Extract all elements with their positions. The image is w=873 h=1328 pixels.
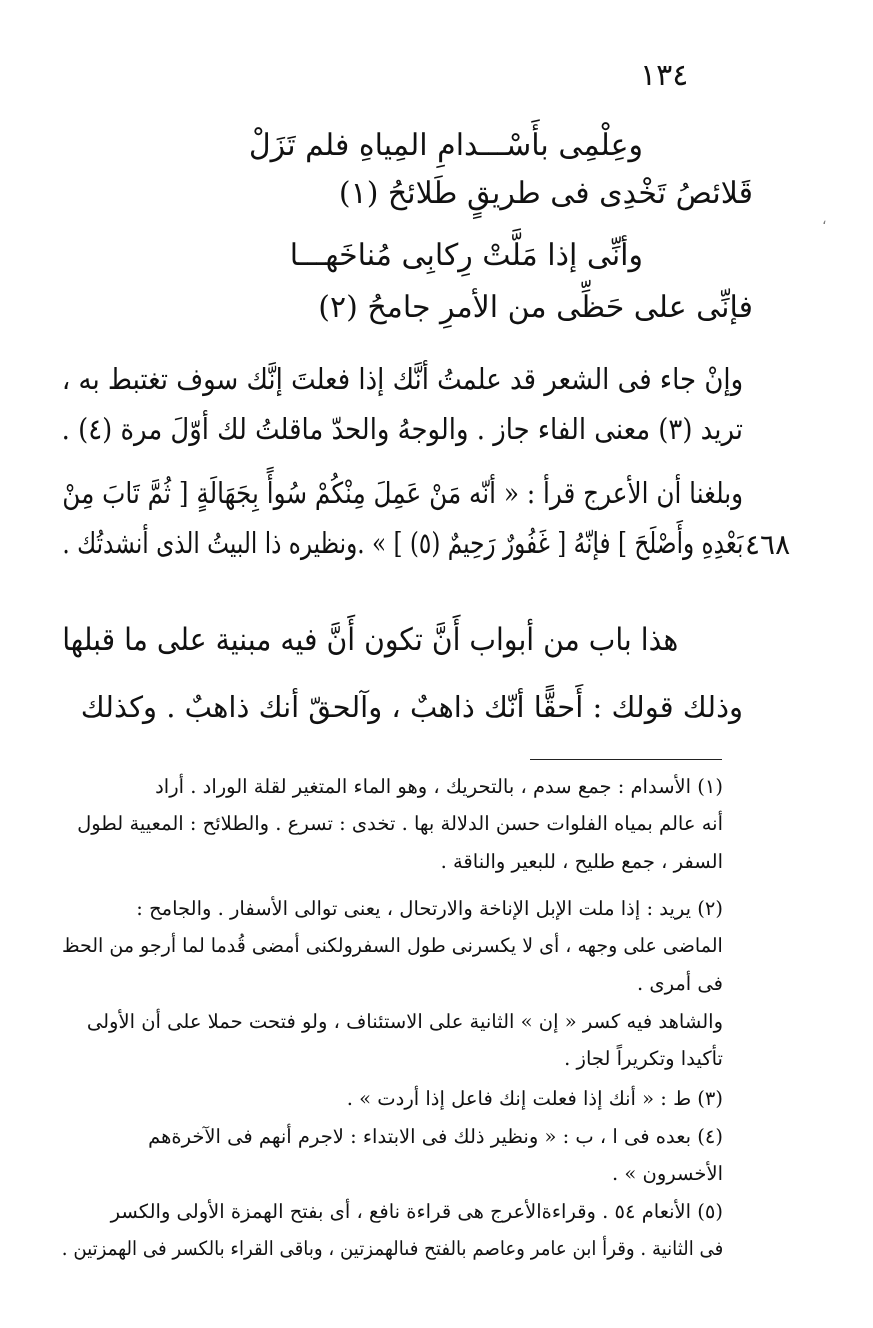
- verse-line-1: وعِلْمِى بأَسْـــدامِ المِياهِ فلم تَزَلْ: [248, 128, 643, 163]
- footnote-line: (٢) يريد : إذا ملت الإبل الإناخة والارتحال ، يعنى توالى الأسفار . والجامح :: [136, 897, 723, 920]
- body-line-1: وإنْ جاء فى الشعر قد علمتُ أنَّك إذا فعلتَ إنَّك سوف تغتبط به ،: [61, 362, 743, 396]
- footnote-line: (١) الأسدام : جمع سدم ، بالتحريك ، وهو الماء المتغير لقلة الوراد . أراد: [155, 775, 723, 798]
- verse-line-3: وأنِّى إذا مَلَّتْ رِكابِى مُناخَهـــا: [289, 238, 643, 273]
- footnote-line: تأكيدا وتكريراً لجاز .: [564, 1047, 723, 1070]
- verse-line-2: قَلائصُ تَخْدِى فى طريقٍ طَلائحُ (١): [338, 176, 753, 211]
- heading-follow-line: وذلك قولك : أَحقًّا أنّك ذاهبٌ ، وآلحقّ أنك ذاهبٌ . وكذلك: [80, 690, 743, 724]
- body-line-3: وبلغنا أن الأعرج قرأ : « أنّه مَنْ عَمِلَ مِنْكُمْ سُوأً بِجَهَالَةٍ [ ثُمَّ تَابَ مِنْ: [62, 476, 743, 510]
- footnote-line: (٥) الأنعام ٥٤ . وقراءةالأعرج هى قراءة نافع ، أى بفتح الهمزة الأولى والكسر: [110, 1200, 723, 1223]
- footnote-line: فى أمرى .: [636, 972, 723, 995]
- page-number: ١٣٤: [640, 58, 689, 93]
- footnote-line: فى الثانية . وقرأ ابن عامر وعاصم بالفتح فىالهمزتين ، وباقى القراء بالكسر فى الهمزتين .: [61, 1237, 723, 1260]
- footnote-line: الأخسرون » .: [611, 1162, 723, 1185]
- margin-number: ٤٦٨: [745, 528, 791, 561]
- footnote-line: (٣) ط : « أنك إذا فعلت إنك فاعل إذا أردت » .: [346, 1087, 723, 1110]
- chapter-heading: هذا باب من أبواب أَنَّ تكون أَنَّ فيه مبنية على ما قبلها: [61, 622, 678, 658]
- footnote-line: والشاهد فيه كسر « إن » الثانية على الاستئناف ، ولو فتحت حملا على أن الأولى: [86, 1010, 723, 1033]
- footnote-line: (٤) بعده فى ا ، ب : « ونظير ذلك فى الابتداء : لاجرم أنهم فى الآخرةهم: [148, 1125, 723, 1148]
- body-line-2: تريد (٣) معنى الفاء جاز . والوجهُ والحدّ ماقلتُ لك أوّلَ مرة (٤) .: [61, 412, 743, 446]
- footnote-line: السفر ، جمع طليح ، للبعير والناقة .: [440, 850, 723, 873]
- verse-line-4: فإنِّى على حَظِّى من الأمرِ جامحُ (٢): [318, 290, 753, 325]
- margin-speck: ،: [822, 212, 827, 228]
- footnote-line: أنه عالم بمياه الفلوات حسن الدلالة بها . تخدى : تسرع . والطلائح : المعيية لطول: [77, 812, 723, 835]
- footnote-line: الماضى على وجهه ، أى لا يكسرنى طول السفرولكنى أمضى قُدما لما أرجو من الحظ: [62, 934, 723, 957]
- body-line-4: بَعْدِهِ وأَصْلَحَ ] فإنّهُ [ غَفُورٌ رَحِيمٌ (٥) ] » .ونظيره ذا البيتُ الذى أنشدتُك .: [61, 526, 743, 560]
- footnote-separator: [530, 759, 722, 760]
